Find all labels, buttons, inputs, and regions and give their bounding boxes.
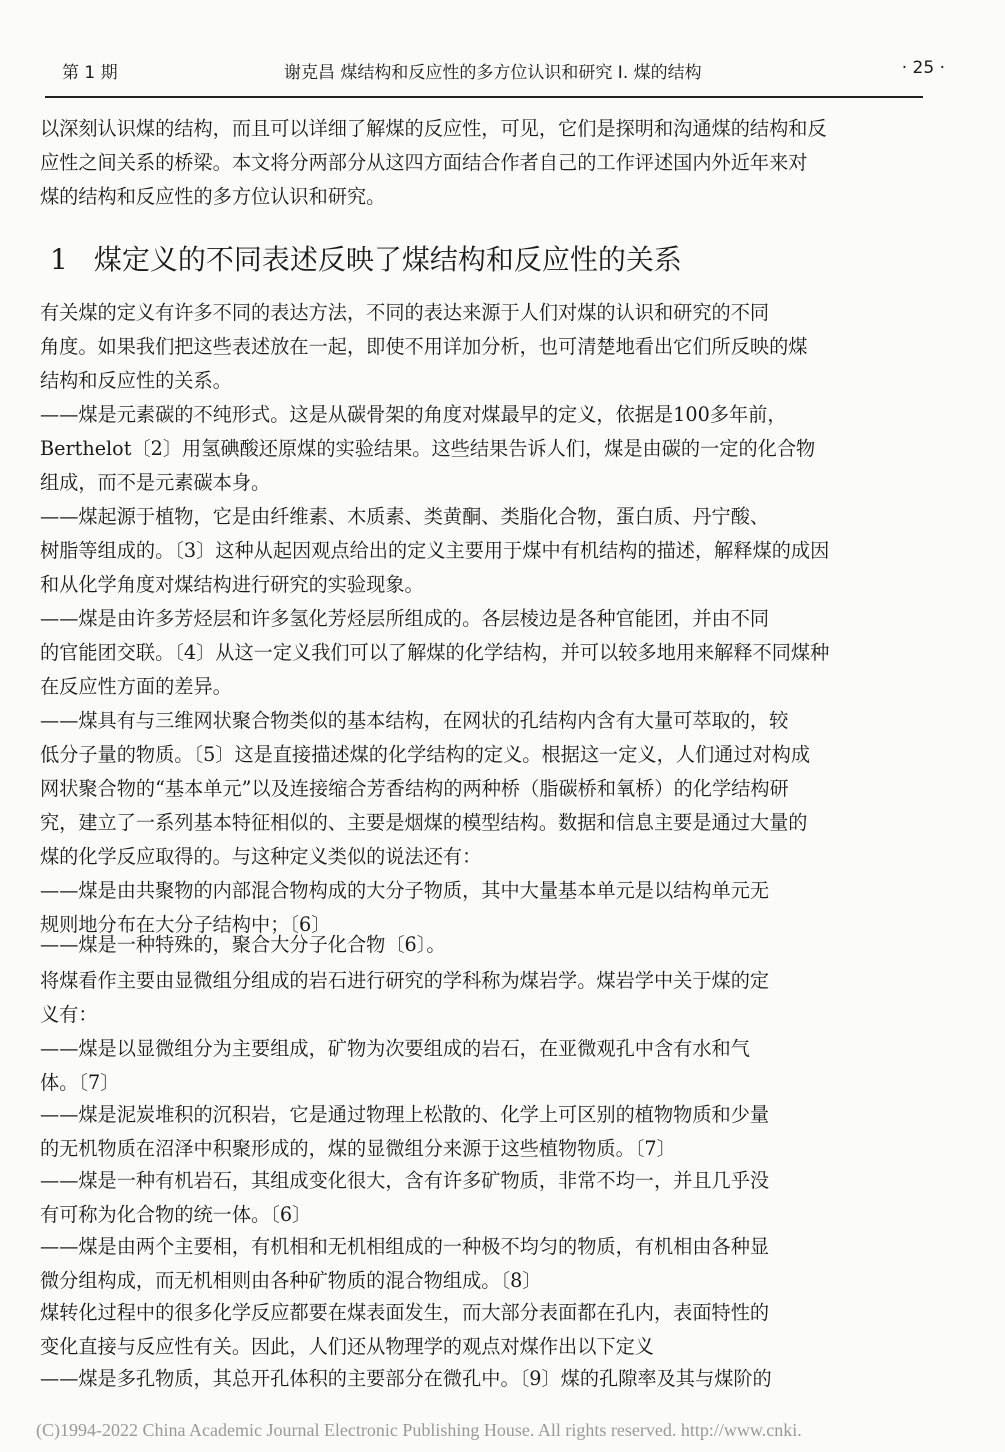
text-line: 究，建立了一系列基本特征相似的、主要是烟煤的模型结构。数据和信息主要是通过大量的	[40, 811, 808, 834]
text-line: 微分组构成，而无机相则由各种矿物质的混合物组成。〔8〕	[40, 1269, 542, 1292]
issue-number: 第 1 期	[62, 63, 118, 83]
text-line: ——煤是元素碳的不纯形式。这是从碳骨架的角度对煤最早的定义，依据是100多年前，	[40, 403, 787, 426]
text-line: 树脂等组成的。〔3〕这种从起因观点给出的定义主要用于煤中有机结构的描述，解释煤的成因	[40, 539, 830, 562]
section-heading	[50, 238, 682, 278]
text-line: 以深刻认识煤的结构，而且可以详细了解煤的反应性，可见，它们是探明和沟通煤的结构和反	[40, 117, 827, 140]
section-number: 1	[50, 243, 68, 276]
paragraph	[40, 1362, 922, 1396]
text-line: ——煤是一种特殊的，聚合大分子化合物〔6〕。	[40, 933, 446, 956]
header-rule	[45, 96, 923, 98]
paragraph	[40, 398, 922, 500]
text-line: 应性之间关系的桥梁。本文将分两部分从这四方面结合作者自己的工作评述国内外近年来对	[40, 151, 808, 174]
text-line: 网状聚合物的“基本单元”以及连接缩合芳香结构的两种桥（脂碳桥和氧桥）的化学结构研	[40, 777, 789, 800]
text-line: ——煤是由许多芳烃层和许多氢化芳烃层所组成的。各层棱边是各种官能团，并由不同	[40, 607, 770, 630]
text-line: 和从化学角度对煤结构进行研究的实验现象。	[40, 573, 424, 596]
paragraph	[40, 1032, 922, 1100]
text-line: 义有：	[40, 1003, 98, 1026]
paragraph	[40, 1296, 922, 1364]
paragraph	[40, 500, 922, 602]
text-line: ——煤起源于植物，它是由纤维素、木质素、类黄酮、类脂化合物，蛋白质、丹宁酸、	[40, 505, 770, 528]
paragraph	[40, 928, 922, 962]
text-line: ——煤是多孔物质，其总开孔体积的主要部分在微孔中。〔9〕煤的孔隙率及其与煤阶的	[40, 1367, 772, 1390]
text-line: 有可称为化合物的统一体。〔6〕	[40, 1203, 312, 1226]
paragraph	[40, 602, 922, 704]
paragraph	[40, 296, 922, 398]
text-line: 有关煤的定义有许多不同的表达方法，不同的表达来源于人们对煤的认识和研究的不同	[40, 301, 770, 324]
text-line: 煤的化学反应取得的。与这种定义类似的说法还有：	[40, 845, 482, 868]
text-line: 低分子量的物质。〔5〕这是直接描述煤的化学结构的定义。根据这一定义，人们通过对构成	[40, 743, 811, 766]
text-line: 在反应性方面的差异。	[40, 675, 232, 698]
text-line: Berthelot〔2〕用氢碘酸还原煤的实验结果。这些结果告诉人们，煤是由碳的一定的化合物	[40, 437, 816, 460]
text-line: 煤转化过程中的很多化学反应都要在煤表面发生，而大部分表面都在孔内，表面特性的	[40, 1301, 770, 1324]
paragraph	[40, 1098, 922, 1166]
text-line: 角度。如果我们把这些表述放在一起，即使不用详加分析，也可清楚地看出它们所反映的煤	[40, 335, 808, 358]
running-title: 谢克昌 煤结构和反应性的多方位认识和研究 Ⅰ. 煤的结构	[284, 63, 702, 83]
intro-paragraph	[40, 112, 922, 214]
text-line: 规则地分布在大分子结构中；〔6〕	[40, 913, 331, 936]
text-line: 组成，而不是元素碳本身。	[40, 471, 271, 494]
paragraph	[40, 1230, 922, 1298]
paragraph	[40, 704, 922, 874]
text-line: ——煤是泥炭堆积的沉积岩，它是通过物理上松散的、化学上可区别的植物物质和少量	[40, 1103, 770, 1126]
text-line: 体。〔7〕	[40, 1071, 120, 1094]
text-line: ——煤是由两个主要相，有机相和无机相组成的一种极不均匀的物质，有机相由各种显	[40, 1235, 770, 1258]
copyright-footer: (C)1994-2022 China Academic Journal Electronic Publishing House. All rights reserved. http://www.cnki.	[36, 1420, 802, 1440]
text-line: 结构和反应性的关系。	[40, 369, 232, 392]
paragraph	[40, 964, 922, 1032]
text-line: ——煤是以显微组分为主要组成，矿物为次要组成的岩石，在亚微观孔中含有水和气	[40, 1037, 750, 1060]
text-line: ——煤具有与三维网状聚合物类似的基本结构，在网状的孔结构内含有大量可萃取的，较	[40, 709, 789, 732]
paragraph	[40, 1164, 922, 1232]
text-line: 的无机物质在沼泽中积聚形成的，煤的显微组分来源于这些植物物质。〔7〕	[40, 1137, 676, 1160]
section-title: 煤定义的不同表述反映了煤结构和反应性的关系	[93, 243, 682, 276]
text-line: ——煤是由共聚物的内部混合物构成的大分子物质，其中大量基本单元是以结构单元无	[40, 879, 770, 902]
text-line: 将煤看作主要由显微组分组成的岩石进行研究的学科称为煤岩学。煤岩学中关于煤的定	[40, 969, 770, 992]
running-header	[62, 58, 945, 88]
text-line: 变化直接与反应性有关。因此，人们还从物理学的观点对煤作出以下定义	[40, 1335, 654, 1358]
page-number: · 25 ·	[901, 58, 945, 78]
text-line: 的官能团交联。〔4〕从这一定义我们可以了解煤的化学结构，并可以较多地用来解释不同煤种	[40, 641, 830, 664]
text-line: 煤的结构和反应性的多方位认识和研究。	[40, 185, 386, 208]
text-line: ——煤是一种有机岩石，其组成变化很大，含有许多矿物质，非常不均一，并且几乎没	[40, 1169, 770, 1192]
